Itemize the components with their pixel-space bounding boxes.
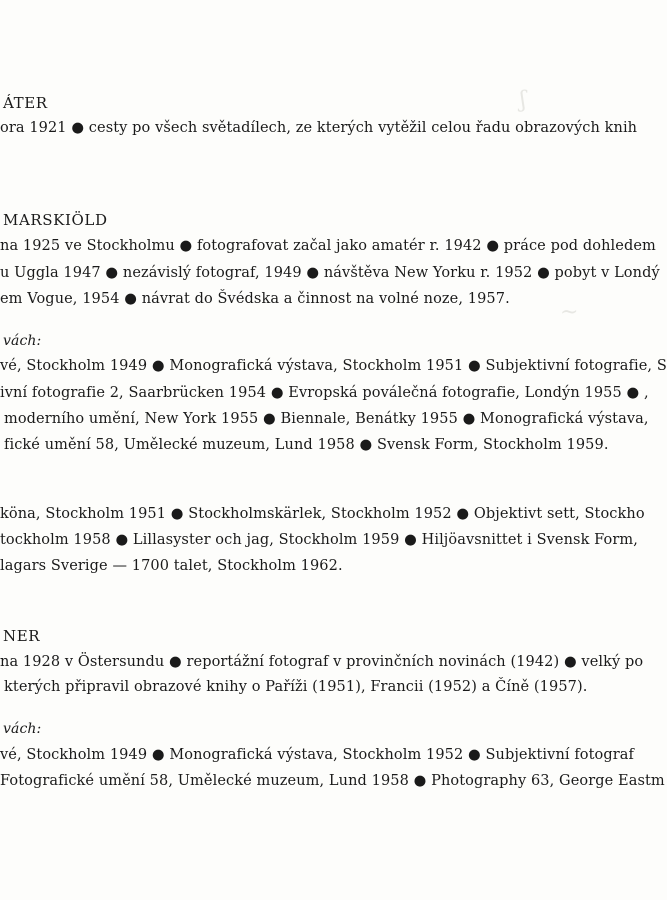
exhibition-line: Fotografické umění 58, Umělecké muzeum, Lund 1958 ● Photography 63, George Eastm <box>0 773 665 789</box>
biography-line: na 1928 v Östersundu ● reportážní fotograf v provinčních novinách (1942) ● velký po <box>0 654 644 670</box>
bleed-through-mark: ʃ <box>520 88 526 113</box>
biography-line: ora 1921 ● cesty po všech světadílech, ze kterých vytěžil celou řadu obrazových knih <box>0 120 638 136</box>
exhibition-line: fické umění 58, Umělecké muzeum, Lund 1958 ● Svensk Form, Stockholm 1959. <box>4 437 609 453</box>
section-heading: NER <box>3 627 41 645</box>
exhibitions-label: vách: <box>3 333 42 349</box>
biography-line: em Vogue, 1954 ● návrat do Švédska a činnost na volné noze, 1957. <box>0 291 510 307</box>
section-heading: MARSKIÖLD <box>3 211 108 229</box>
exhibition-line: vé, Stockholm 1949 ● Monografická výstava, Stockholm 1952 ● Subjektivní fotograf <box>0 747 635 763</box>
exhibition-line: moderního umění, New York 1955 ● Biennale, Benátky 1955 ● Monografická výstava, <box>4 411 649 427</box>
book-line: tockholm 1958 ● Lillasyster och jag, Stockholm 1959 ● Hiljöavsnittet i Svensk Form, <box>0 532 638 548</box>
book-line: lagars Sverige — 1700 talet, Stockholm 1962. <box>0 558 343 574</box>
section-heading: ÁTER <box>3 94 48 112</box>
bleed-through-mark: ~ <box>560 300 579 325</box>
biography-line: u Uggla 1947 ● nezávislý fotograf, 1949 ● návštěva New Yorku r. 1952 ● pobyt v Londý <box>0 265 660 281</box>
biography-line: na 1925 ve Stockholmu ● fotografovat začal jako amatér r. 1942 ● práce pod dohledem <box>0 238 656 254</box>
exhibition-line: ivní fotografie 2, Saarbrücken 1954 ● Evropská poválečná fotografie, Londýn 1955 ● , <box>0 385 649 401</box>
exhibition-line: vé, Stockholm 1949 ● Monografická výstava, Stockholm 1951 ● Subjektivní fotografie, S <box>0 358 667 374</box>
biography-line: kterých připravil obrazové knihy o Paříži (1951), Francii (1952) a Číně (1957). <box>4 679 588 695</box>
exhibitions-label: vách: <box>3 721 42 737</box>
book-line: köna, Stockholm 1951 ● Stockholmskärlek, Stockholm 1952 ● Objektivt sett, Stockho <box>0 506 645 522</box>
